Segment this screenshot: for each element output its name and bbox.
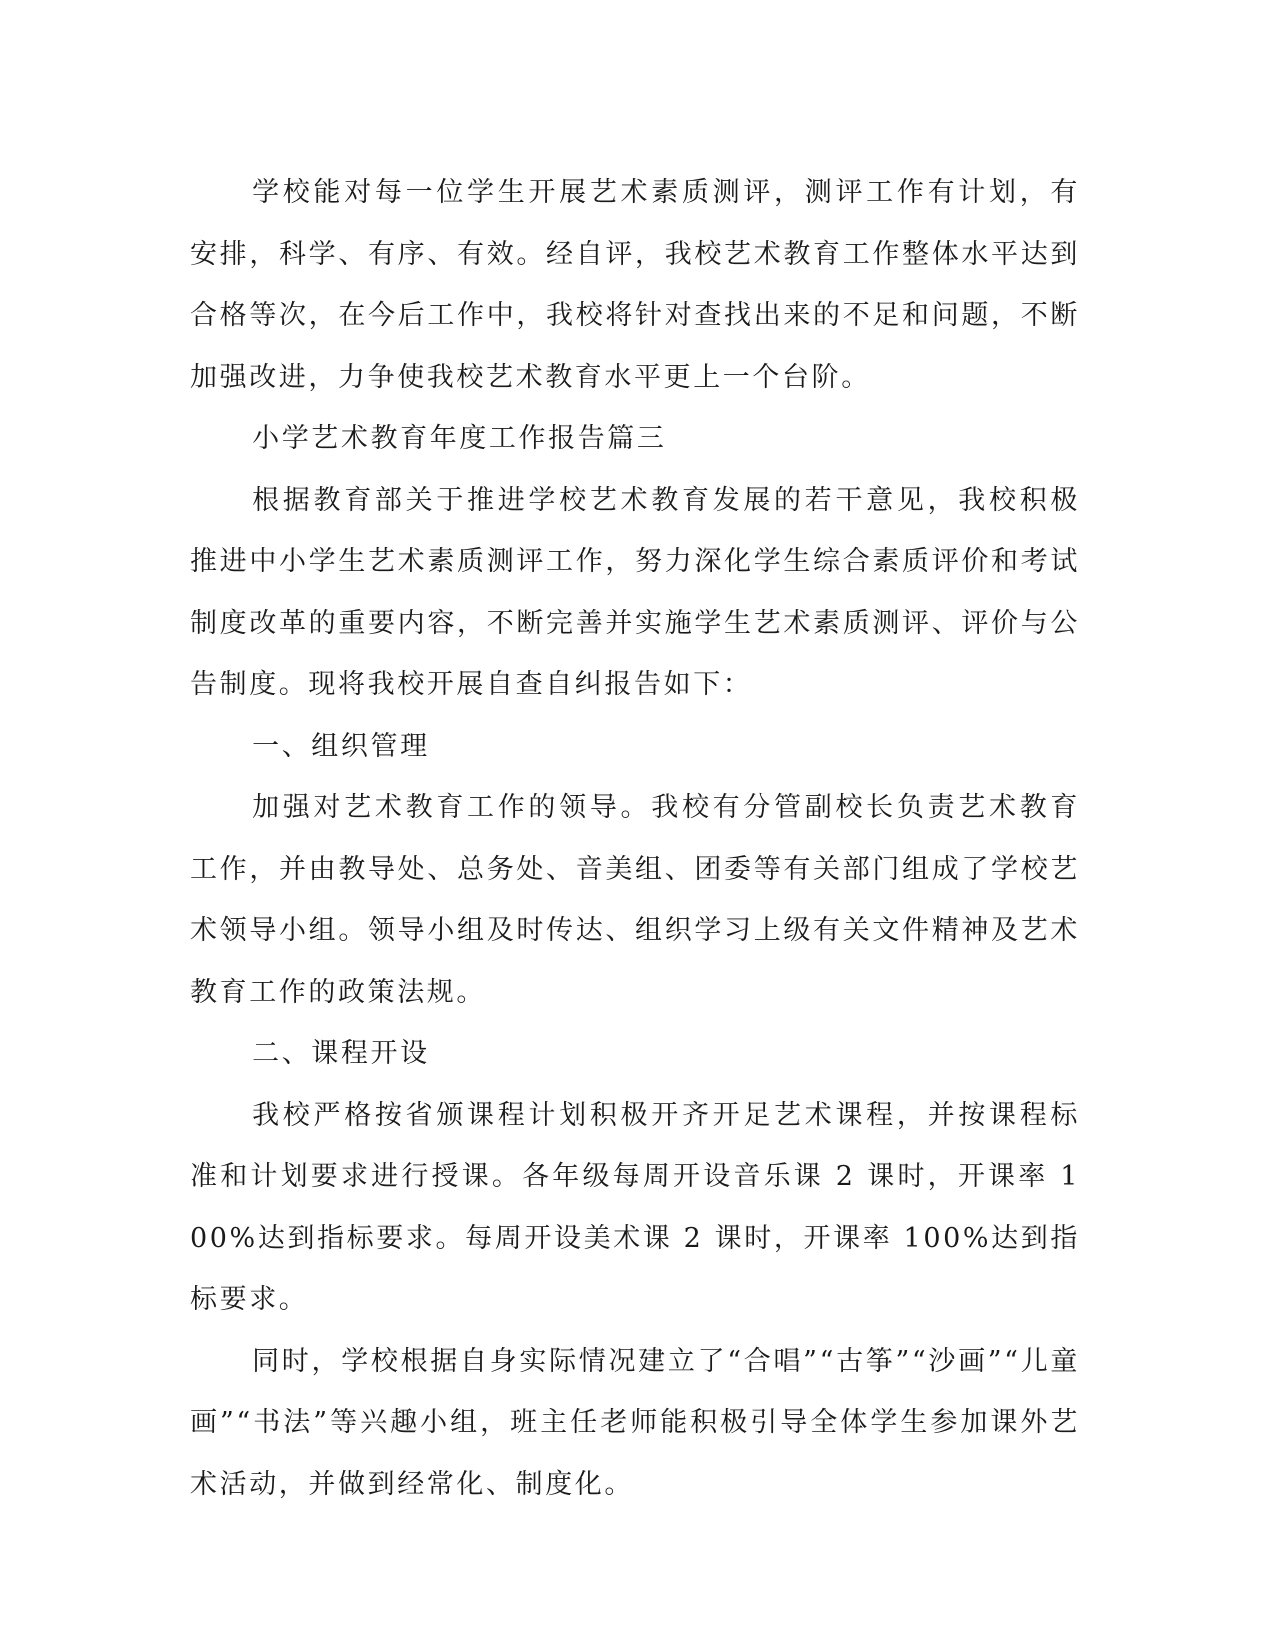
heading-curriculum: 二、课程开设: [252, 1038, 430, 1069]
paragraph-self-evaluation: 学校能对每一位学生开展艺术素质测评，测评工作有计划，有安排，科学、有序、有效。经自评，我校艺术教育工作整体水平达到合格等次，在今后工作中，我校将针对查找出来的不足和问题，不断加强改进，力争使我校艺术教育水平更上一个台阶。: [190, 177, 1080, 393]
paragraph-introduction: 根据教育部关于推进学校艺术教育发展的若干意见，我校积极推进中小学生艺术素质测评工作，努力深化学生综合素质评价和考试制度改革的重要内容，不断完善并实施学生艺术素质测评、评价与公告制度。现将我校开展自查自纠报告如下：: [190, 484, 1080, 700]
heading-organization: 一、组织管理: [252, 730, 430, 762]
paragraph-organization: 加强对艺术教育工作的领导。我校有分管副校长负责艺术教育工作，并由教导处、总务处、音美组、团委等有关部门组成了学校艺术领导小组。领导小组及时传达、组织学习上级有关文件精神及艺术教育工作的政策法规。: [190, 792, 1080, 1008]
section-title: 小学艺术教育年度工作报告篇三: [252, 423, 667, 454]
document-body: [190, 162, 1080, 1515]
paragraph-interest-groups: 同时，学校根据自身实际情况建立了“合唱”“古筝”“沙画”“儿童画”“书法”等兴趣小组，班主任老师能积极引导全体学生参加课外艺术活动，并做到经常化、制度化。: [190, 1345, 1080, 1500]
paragraph-curriculum: 我校严格按省颁课程计划积极开齐开足艺术课程，并按课程标准和计划要求进行授课。各年级每周开设音乐课 2 课时，开课率 100%达到指标要求。每周开设美术课 2 课时，开课率 100%达到指标要求。: [190, 1099, 1080, 1315]
